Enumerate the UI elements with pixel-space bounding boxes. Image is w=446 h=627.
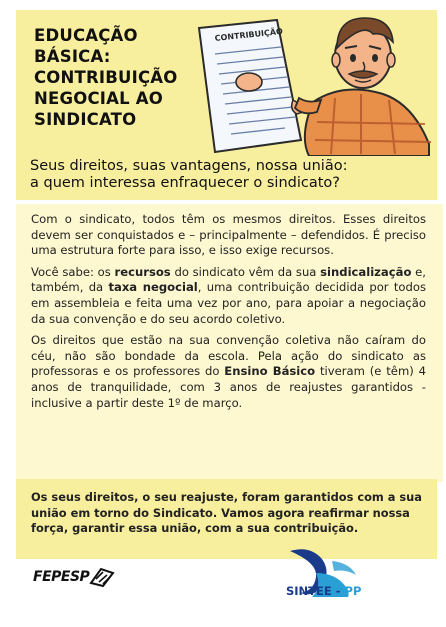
hand: [236, 73, 262, 91]
headline: [34, 25, 177, 130]
bold-recursos: recursos: [114, 264, 171, 279]
subtitle-line: Seus direitos, suas vantagens, nossa união:: [30, 158, 348, 174]
text-run: Você sabe: os: [31, 264, 115, 279]
subtitle: [30, 158, 440, 192]
document-label: CONTRIBUIÇÃO: [214, 26, 284, 43]
paragraph: Com o sindicato, todos têm os mesmos direitos. Esses direitos devem ser conquistados e – principalmente – defendidos. É preciso uma estrutura forte para isso, e isso exige recursos.: [31, 212, 426, 258]
fepesp-flag-icon: [89, 567, 115, 587]
paragraph: [31, 333, 426, 411]
bold-ensino-basico: Ensino Básico: [224, 364, 316, 379]
fepesp-wordmark: FEPESP: [33, 569, 90, 585]
sintee-pp-text: PP: [344, 584, 362, 598]
headline-line: CONTRIBUIÇÃO: [34, 68, 178, 87]
text-run: do sindicato vêm da sua: [170, 264, 321, 279]
body-text: [31, 212, 426, 417]
headline-line: BÁSICA:: [34, 47, 111, 66]
bold-taxa-negocial: taxa negocial: [108, 280, 198, 295]
man-holding-document-illustration: [185, 14, 435, 156]
sintee-pp-logo-mark: [272, 543, 382, 613]
sintee-text: SINTEE -: [286, 584, 345, 598]
sintee-pp-wordmark: [286, 584, 361, 598]
text-run: e, também, da: [31, 264, 426, 295]
text-run: , uma contribuição decidida por todos em assembleia e feita uma vez por ano, para apoiar a negociação da sua convenção e do seu acordo coletivo.: [31, 280, 426, 326]
man-head: [332, 18, 395, 88]
closing-text: Os seus direitos, o seu reajuste, foram garantidos com a sua união em torno do Sindicato. Vamos agora reafirmar nossa força, garantir essa união, com a sua contribuição.: [31, 490, 422, 536]
headline-line: NEGOCIAL AO: [34, 89, 163, 108]
text-run: Os direitos que estão na sua convenção coletiva não caíram do céu, não são bondade da escola. Pela ação do sindicato as professoras e os professores do: [31, 333, 426, 379]
headline-line: EDUCAÇÃO: [34, 26, 138, 45]
headline-line: SINDICATO: [34, 110, 137, 129]
subtitle-line: a quem interessa enfraquecer o sindicato?: [30, 175, 340, 191]
text-run: tiveram (e têm) 4 anos de tranquilidade, com 3 anos de reajustes garantidos - inclusive a partir deste 1º de março.: [31, 364, 426, 410]
bold-sindicalizacao: sindicalização: [320, 264, 412, 279]
paragraph: [31, 265, 426, 327]
fepesp-logo: [33, 565, 115, 589]
